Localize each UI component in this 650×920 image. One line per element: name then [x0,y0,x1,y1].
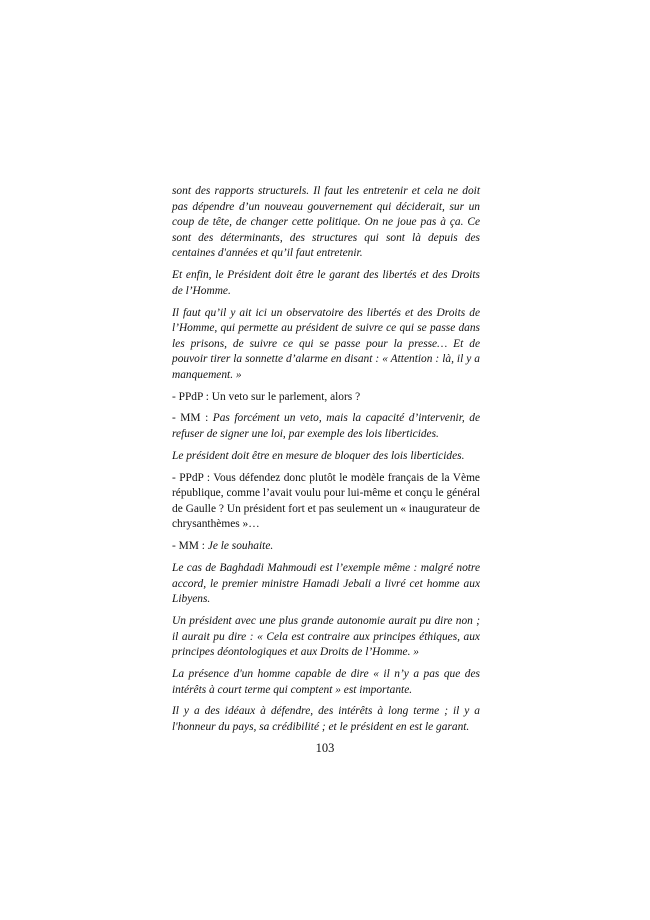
paragraph-text: La présence d'un homme capable de dire « il n’y a pas que des intérêts à court terme qui comptent » est importante. [172,667,480,696]
paragraph [172,561,480,608]
speaker-label: - MM : [172,412,213,425]
speaker-label: - MM : [172,540,208,553]
paragraph-text: Et enfin, le Président doit être le garant des libertés et des Droits de l’Homme. [172,269,480,297]
paragraph-text: - PPdP : Vous défendez donc plutôt le modèle français de la Vème république, comme l’avait voulu pour lui-même et conçu le général de Gaulle ? Un président fort et pas seulement un « inaugurateur de chrysanthèmes »… [172,471,480,531]
interview-answer [172,411,480,442]
paragraph [172,704,480,735]
interview-answer [172,539,480,555]
paragraph [172,667,480,698]
paragraph-text: sont des rapports structurels. Il faut les entretenir et cela ne doit pas dépendre d’un nouveau gouvernement qui déciderait, sur un coup de tête, de changer cette politique. On ne joue pas à ça. Ce sont des déterminants, des structures qui sont là depuis des centaines d'années et qu’il faut entretenir. [172,185,480,260]
paragraph [172,184,480,262]
interview-question [172,471,480,533]
paragraph-text: Pas forcément un veto, mais la capacité d’intervenir, de refuser de signer une loi, par exemple des lois liberticides. [172,412,480,441]
paragraph [172,449,480,465]
paragraph-text: Je le souhaite. [207,540,274,553]
interview-question [172,390,480,406]
paragraph [172,614,480,661]
paragraph-text: Il faut qu’il y ait ici un observatoire des libertés et des Droits de l’Homme, qui permette au président de suivre ce qui se passe dans les prisons, de suivre ce qui se passe pour la presse… Et de pouvoir tirer la sonnette d’alarme en disant : « Attention : là, il y a manquement. » [172,306,480,381]
paragraph-text: Le président doit être en mesure de bloquer des lois liberticides. [172,449,465,462]
paragraph-text: Un président avec une plus grande autonomie aurait pu dire non ; il aurait pu dire : « Cela est contraire aux principes éthiques, aux principes déontologiques et aux Droits de l’Homme. » [172,614,480,659]
paragraph-text: - PPdP : Un veto sur le parlement, alors ? [172,390,361,403]
paragraph-text: Le cas de Baghdadi Mahmoudi est l’exemple même : malgré notre accord, le premier ministre Hamadi Jebali a livré cet homme aux Libyens. [172,561,480,606]
page-number: 103 [315,741,335,755]
paragraph [172,268,480,299]
paragraph [172,306,480,384]
body-text [172,184,480,742]
paragraph-text: Il y a des idéaux à défendre, des intérêts à long terme ; il y a l'honneur du pays, sa crédibilité ; et le président en est le garant. [172,705,480,733]
